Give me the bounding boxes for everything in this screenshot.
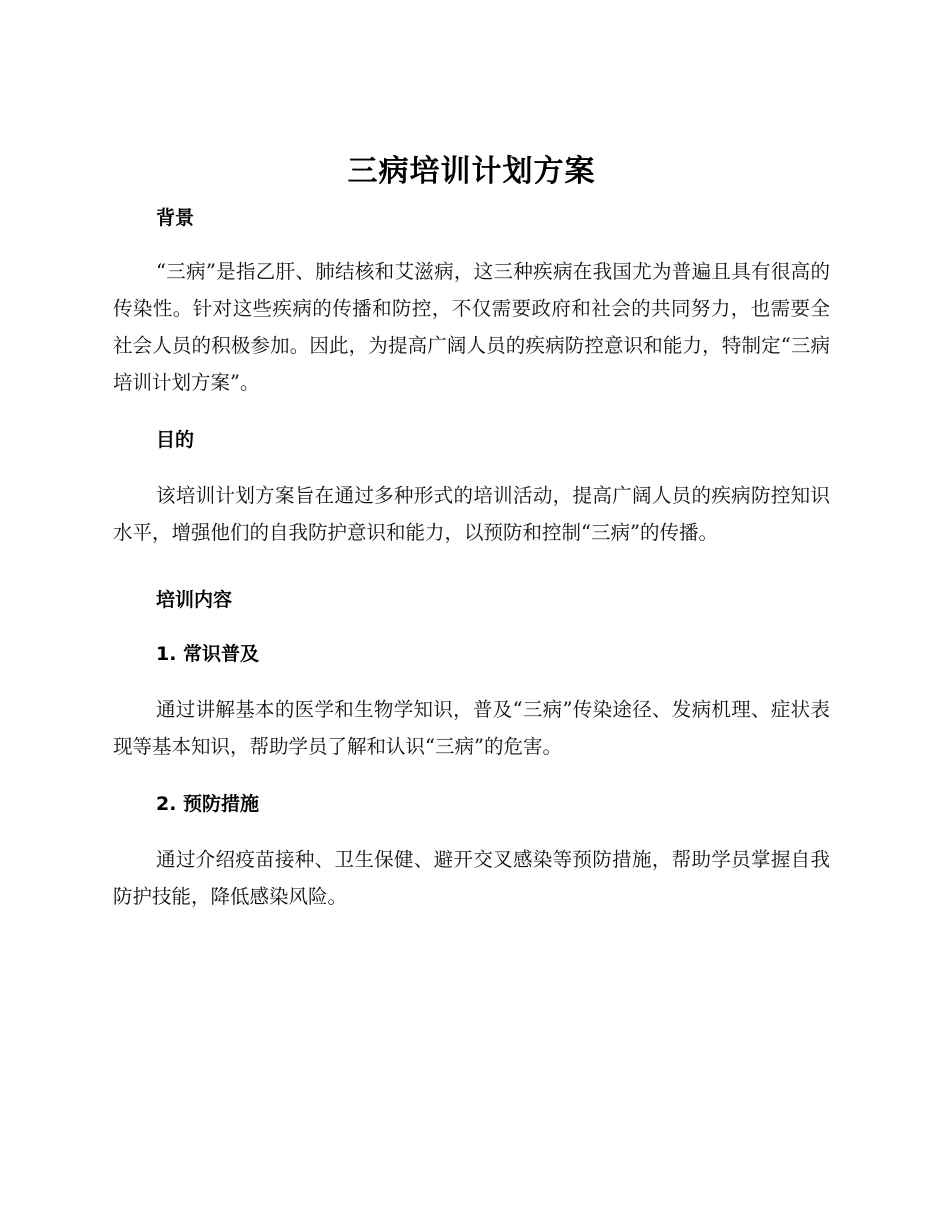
subsection-heading-common-knowledge: 1. 常识普及 — [156, 643, 260, 665]
section-heading-training-content: 培训内容 — [156, 589, 233, 611]
document-title: 三病培训计划方案 — [347, 154, 596, 189]
section-heading-purpose: 目的 — [156, 429, 195, 451]
section-heading-background: 背景 — [156, 207, 195, 229]
document-body — [113, 150, 830, 915]
paragraph-purpose: 该培训计划方案旨在通过多种形式的培训活动，提高广阔人员的疾病防控知识水平，增强他们的自我防护意识和能力，以预防和控制“三病”的传播。 — [113, 484, 830, 544]
paragraph-prevention: 通过介绍疫苗接种、卫生保健、避开交叉感染等预防措施，帮助学员掌握自我防护技能，降低感染风险。 — [113, 848, 830, 908]
paragraph-common-knowledge: 通过讲解基本的医学和生物学知识，普及“三病”传染途径、发病机理、症状表现等基本知识，帮助学员了解和认识“三病”的危害。 — [113, 698, 830, 758]
paragraph-background: “三病”是指乙肝、肺结核和艾滋病，这三种疾病在我国尤为普遍且具有很高的传染性。针对这些疾病的传播和防控，不仅需要政府和社会的共同努力，也需要全社会人员的积极参加。因此，为提高广阔人员的疾病防控意识和能力，特制定“三病培训计划方案”。 — [113, 260, 830, 394]
subsection-heading-prevention: 2. 预防措施 — [156, 793, 260, 815]
